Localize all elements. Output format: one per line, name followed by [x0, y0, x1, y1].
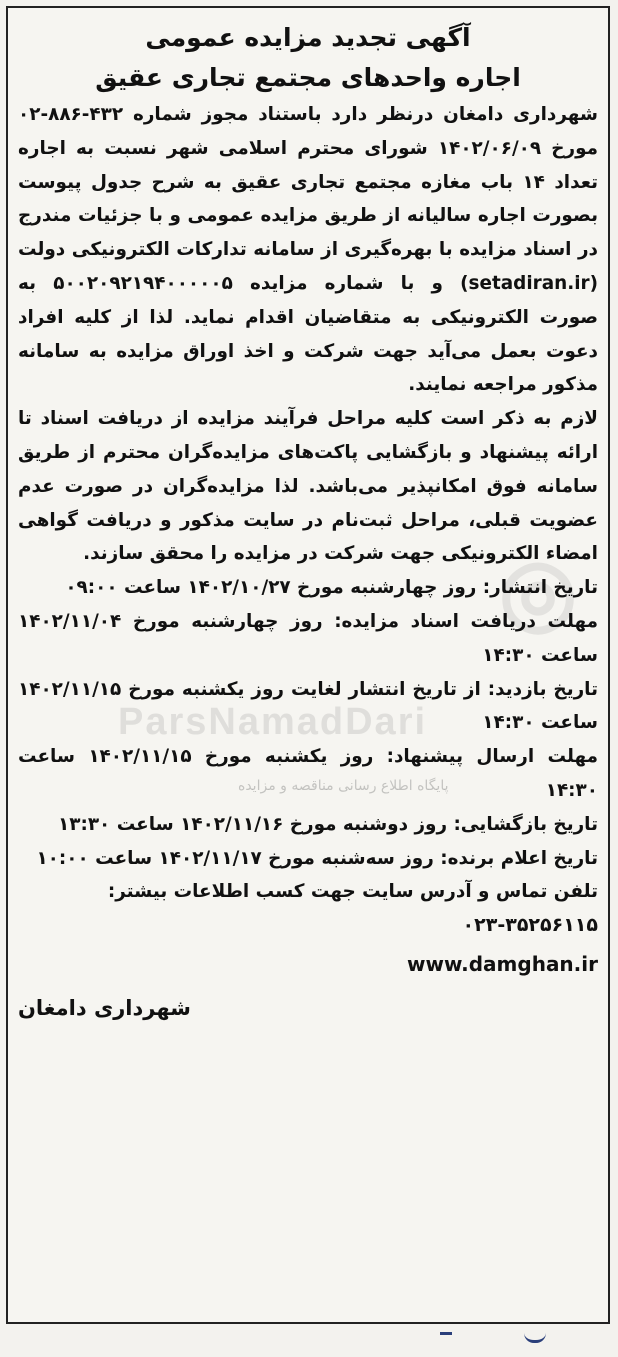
watermark-tagline: پایگاه اطلاع رسانی مناقصه و مزایده: [238, 778, 449, 794]
ink-dash: [440, 1332, 452, 1335]
ink-mark: [524, 1328, 546, 1343]
publish-date: تاریخ انتشار: روز چهارشنبه مورخ ۱۴۰۲/۱۰/۲۷ ساعت ۰۹:۰۰: [65, 577, 598, 599]
document-deadline: مهلت دریافت اسناد مزایده: روز چهارشنبه مورخ ۱۴۰۲/۱۱/۰۴ ساعت ۱۴:۳۰: [18, 610, 598, 666]
notice-title-line1: آگهی تجدید مزایده عمومی: [145, 23, 471, 52]
visit-date: تاریخ بازدید: از تاریخ انتشار لغایت روز یکشنبه مورخ ۱۴۰۲/۱۱/۱۵ ساعت ۱۴:۳۰: [18, 678, 598, 734]
opening-date: تاریخ بازگشایی: روز دوشنبه مورخ ۱۴۰۲/۱۱/۱۶ ساعت ۱۳:۳۰: [58, 813, 598, 835]
notice-title-line2: اجاره واحدهای مجتمع تجاری عقیق: [95, 63, 521, 92]
watermark-logo-icon: ◎: [498, 543, 578, 642]
notice-content: [18, 18, 598, 1028]
notice-frame: [6, 6, 610, 1324]
signature-municipality: شهرداری دامغان: [18, 996, 191, 1021]
body-paragraph-1: شهرداری دامغان درنظر دارد باستناد مجوز شماره ۴۳۲-۸۸۶-۰۲ مورخ ۱۴۰۲/۰۶/۰۹ شورای محترم اسلامی شهر نسبت به اجاره تعداد ۱۴ باب مغازه مجتمع تجاری عقیق به شرح جدول پیوست بصورت اجاره سالیانه از طریق مزایده عمومی و با جزئیات مندرج در اسناد مزایده با بهره‌گیری از سامانه تدارکات الکترونیکی دولت (setadiran.ir) و با شماره مزایده ۵۰۰۲۰۹۲۱۹۴۰۰۰۰۰۵ به صورت الکترونیکی به متقاضیان اقدام نماید. لذا از کلیه افراد دعوت بعمل می‌آید جهت شرکت و اخذ اوراق مزایده به سامانه مذکور مراجعه نمایند.: [18, 104, 599, 396]
watermark-brand: ParsNamadDari: [118, 701, 428, 743]
proposal-deadline: مهلت ارسال پیشنهاد: روز یکشنبه مورخ ۱۴۰۲/۱۱/۱۵ ساعت ۱۴:۳۰: [18, 746, 598, 801]
website-link[interactable]: www.damghan.ir: [406, 952, 598, 977]
body-paragraph-2: لازم به ذکر است کلیه مراحل فرآیند مزایده از دریافت اسناد تا ارائه پیشنهاد و بازگشایی پاکت‌های مزایده‌گران محترم از طریق سامانه فوق امکانپذیر می‌باشد. لذا مزایده‌گران در صورت عدم عضویت قبلی، مراحل ثبت‌نام در سایت مذکور و دریافت گواهی امضاء الکترونیکی جهت شرکت در مزایده را محقق سازند.: [18, 408, 598, 565]
winner-announcement-date: تاریخ اعلام برنده: روز سه‌شنبه مورخ ۱۴۰۲/۱۱/۱۷ ساعت ۱۰:۰۰: [36, 847, 598, 869]
contact-label: تلفن تماس و آدرس سایت جهت کسب اطلاعات بیشتر:: [107, 881, 598, 903]
contact-phone: ۰۲۳-۳۵۲۵۶۱۱۵: [462, 914, 598, 937]
